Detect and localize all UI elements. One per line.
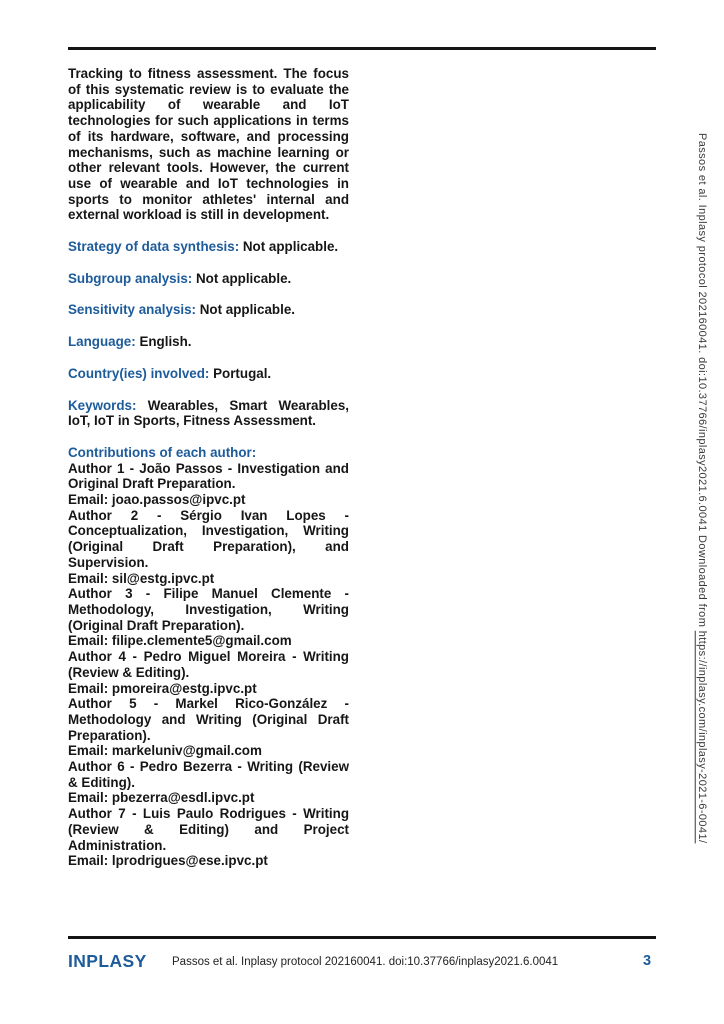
section-value: Not applicable. [199, 302, 295, 318]
section-value: Not applicable. [196, 270, 292, 286]
section-label: Subgroup analysis: [68, 270, 193, 286]
section-countries-involved [68, 366, 349, 382]
contributions-heading: Contributions of each author: [68, 444, 257, 460]
section-sensitivity-analysis [68, 302, 349, 318]
contribution-entry: Author 3 - Filipe Manuel Clemente - Methodology, Investigation, Writing (Original Draft Preparation). [68, 586, 349, 633]
contribution-entry: Author 5 - Markel Rico-González - Methodology and Writing (Original Draft Preparation). [68, 696, 349, 743]
top-rule [68, 47, 656, 50]
contribution-entry: Author 6 - Pedro Bezerra - Writing (Review & Editing). [68, 759, 349, 790]
section-value: English. [139, 334, 192, 350]
intro-paragraph: Tracking to fitness assessment. The focus of this systematic review is to evaluate the applicability of wearable and IoT technologies for such applications in terms of its hardware, software, and processing mechanisms, such as machine learning or other relevant tools. However, the current use of wearable and IoT technologies in sports to monitor athletes' internal and external workload is still in development. [68, 66, 349, 223]
contribution-email: Email: pbezerra@esdl.ipvc.pt [68, 790, 255, 806]
footer-rule [68, 936, 656, 939]
footer-citation: Passos et al. Inplasy protocol 202160041. doi:10.37766/inplasy2021.6.0041 [172, 956, 559, 968]
vertical-citation [696, 133, 708, 913]
contribution-email: Email: lprodrigues@ese.ipvc.pt [68, 853, 268, 869]
contributions-block [68, 445, 349, 869]
section-label: Language: [68, 334, 136, 350]
contribution-email: Email: joao.passos@ipvc.pt [68, 492, 246, 508]
section-keywords [68, 398, 349, 429]
vertical-citation-url-link[interactable]: https://inplasy.com/inplasy-2021-6-0041/ [696, 630, 708, 844]
vertical-citation-text: Passos et al. Inplasy protocol 202160041. doi:10.37766/inplasy2021.6.0041 Downloaded from [696, 133, 708, 628]
section-value: Wearables, Smart Wearables, IoT, IoT in Sports, Fitness Assessment. [68, 397, 349, 429]
section-strategy-of-data-synthesis [68, 239, 349, 255]
contribution-email: Email: filipe.clemente5@gmail.com [68, 633, 292, 649]
contribution-entry: Author 7 - Luis Paulo Rodrigues - Writing (Review & Editing) and Project Administration. [68, 806, 349, 853]
main-text-column [68, 66, 349, 885]
contribution-email: Email: sil@estg.ipvc.pt [68, 570, 215, 586]
section-label: Sensitivity analysis: [68, 302, 197, 318]
section-language [68, 334, 349, 350]
contribution-entry: Author 2 - Sérgio Ivan Lopes - Conceptualization, Investigation, Writing (Original Draft Preparation), and Supervision. [68, 507, 349, 570]
section-label: Country(ies) involved: [68, 365, 210, 381]
inplasy-logo: INPLASY [68, 951, 147, 971]
section-label: Keywords: [68, 397, 137, 413]
contribution-entry: Author 1 - João Passos - Investigation and Original Draft Preparation. [68, 460, 349, 492]
section-value: Not applicable. [242, 239, 339, 255]
section-label: Strategy of data synthesis: [68, 239, 240, 255]
contribution-entry: Author 4 - Pedro Miguel Moreira - Writing (Review & Editing). [68, 649, 349, 680]
section-subgroup-analysis [68, 271, 349, 287]
section-value: Portugal. [213, 365, 272, 381]
contribution-email: Email: pmoreira@estg.ipvc.pt [68, 680, 257, 696]
contribution-email: Email: markeluniv@gmail.com [68, 743, 262, 759]
page-number: 3 [643, 953, 652, 969]
